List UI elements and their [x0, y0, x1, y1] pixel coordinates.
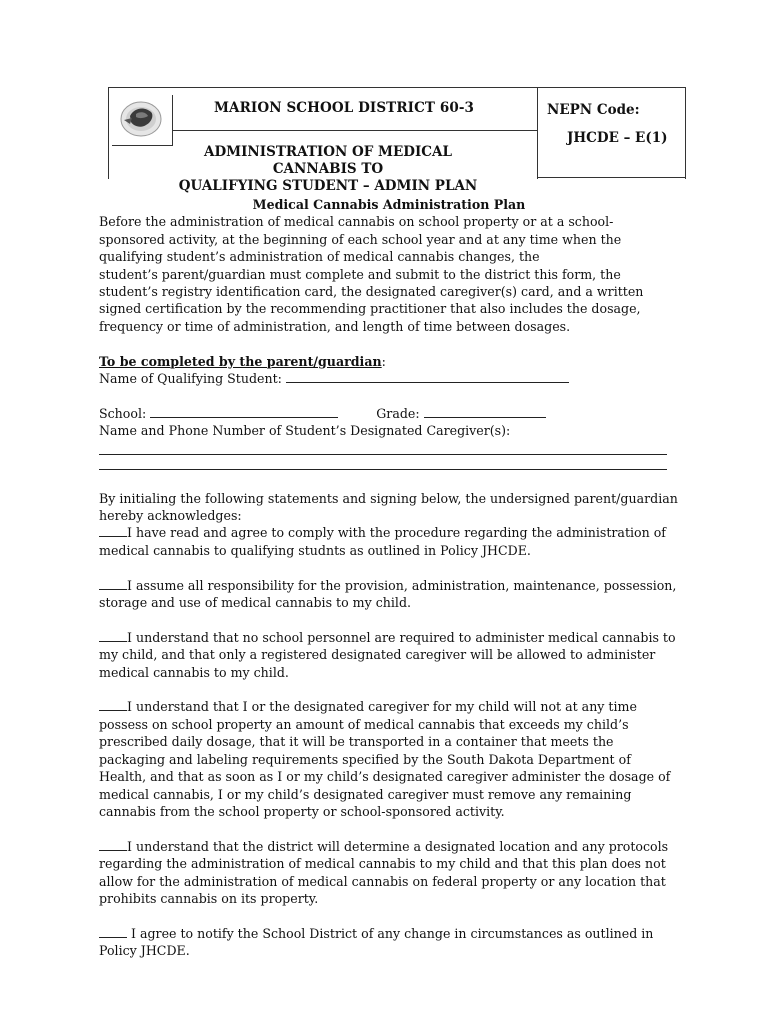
intro-paragraph-1: Before the administration of medical cannabis on school property or at a school-sponsored activity, at the beginning of each school year and at any time when the qualifying student’s administration of medical cannabis changes, the — [99, 214, 622, 265]
document-title-line-2: QUALIFYING STUDENT – ADMIN PLAN — [178, 178, 478, 194]
school-grade-row — [99, 405, 679, 422]
initials-field[interactable] — [99, 577, 127, 590]
caregiver-label: Name and Phone Number of Student’s Designated Caregiver(s): — [99, 423, 511, 439]
acknowledgement-item: I have read and agree to comply with the procedure regarding the administration of medical cannabis to qualifying studnts as outlined in Policy JHCDE. — [99, 525, 666, 558]
document-title — [168, 144, 488, 195]
acknowledgement-intro: By initialing the following statements and signing below, the undersigned parent/guardian hereby acknowledges: — [99, 490, 678, 524]
district-name: MARION SCHOOL DISTRICT 60-3 — [214, 100, 475, 116]
caregiver-field-line-2[interactable] — [99, 455, 667, 470]
grade-field[interactable] — [424, 405, 546, 418]
student-name-field[interactable] — [286, 370, 569, 383]
acknowledgement-item: I assume all responsibility for the provision, administration, maintenance, possession, storage and use of medical cannabis to my child. — [99, 577, 677, 611]
plan-title: Medical Cannabis Administration Plan — [252, 197, 526, 212]
initials-field[interactable] — [99, 698, 127, 711]
acknowledgement-item: I understand that no school personnel are required to administer medical cannabis to my child, and that only a registered designated caregiver will be allowed to administer medical cannabis to my child. — [99, 629, 676, 680]
form-section-heading: To be completed by the parent/guardian — [99, 353, 382, 369]
document-title-line-1: ADMINISTRATION OF MEDICAL CANNABIS TO — [203, 144, 453, 177]
caregiver-field-line-1[interactable] — [99, 440, 667, 455]
initials-field[interactable] — [99, 629, 127, 642]
initials-field[interactable] — [99, 838, 127, 851]
grade-label: Grade: — [376, 405, 424, 421]
school-field[interactable] — [150, 405, 338, 418]
acknowledgement-item: I understand that the district will determine a designated location and any protocols regarding the administration of medical cannabis to my child and that this plan does not allow for the administration of medical cannabis on federal property or any location that prohibits cannabis on its property. — [99, 838, 669, 906]
acknowledgement-item: I understand that I or the designated caregiver for my child will not at any time possess on school property an amount of medical cannabis that exceeds my child’s prescribed daily dosage, that it will be transported in a container that meets the packaging and labeling requirements specified by the South Dakota Department of Health, and that as soon as I or my child’s designated caregiver administer the dosage of medical cannabis, I or my child’s designated caregiver must remove any remaining cannabis from the school property or school-sponsored activity. — [99, 699, 671, 819]
acknowledgement-item: I agree to notify the School District of any change in circumstances as outlined in Policy JHCDE. — [99, 925, 654, 959]
student-name-label: Name of Qualifying Student: — [99, 371, 286, 387]
school-label: School: — [99, 405, 151, 421]
nepn-code-value: JHCDE – E(1) — [567, 130, 668, 146]
school-logo-seal — [118, 100, 164, 138]
nepn-code-label: NEPN Code: — [547, 102, 640, 118]
initials-field[interactable] — [99, 524, 127, 537]
student-name-row — [99, 370, 679, 387]
intro-paragraph-2: student’s parent/guardian must complete and submit to the district this form, the student’s registry identification card, the designated caregiver(s) card, and a written signed certification by the recommending practitioner that also includes the dosage, frequency or time of administration, and length of time between dosages. — [99, 266, 644, 334]
document-body — [99, 196, 679, 960]
initials-field[interactable] — [99, 925, 127, 938]
form-section: To be completed by the parent/guardian: — [99, 353, 386, 369]
